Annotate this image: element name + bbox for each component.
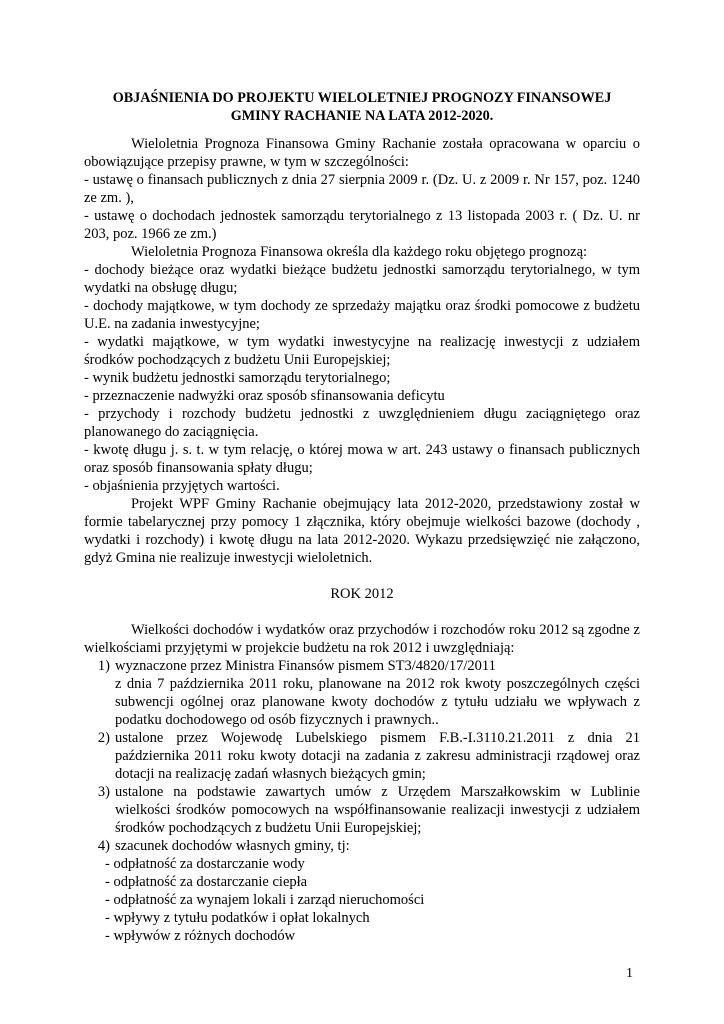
- item-text: ustalone przez Wojewodę Lubelskiego pismem F.B.-I.3110.21.2011 z dnia 21 października 2011 roku kwoty dotacji na zadania z zakresu administracji rządowej oraz dotacji na realizację zadań własnych bieżących gmin;: [115, 730, 640, 782]
- income-source-item: - odpłatność za wynajem lokali i zarząd nieruchomości: [105, 892, 425, 908]
- law-reference: - ustawę o dochodach jednostek samorządu terytorialnego z 13 listopada 2003 r. ( Dz. U. nr 203, poz. 1966 ze zm.): [84, 208, 640, 242]
- law-reference: - ustawę o finansach publicznych z dnia 27 sierpnia 2009 r. (Dz. U. z 2009 r. Nr 157, poz. 1240 ze zm. ),: [84, 172, 640, 206]
- project-paragraph: Projekt WPF Gminy Rachanie obejmujący lata 2012-2020, przedstawiony został w formie tabelarycznej przy pomocy 1 złącznika, który obejmuje wielkości bazowe (dochody , wydatki i rozchody) i kwotę długu na lata 2012-2020. Wykazu przedsięwzięć nie załączono, gdyż Gmina nie realizuje inwestycji wieloletnich.: [84, 496, 640, 566]
- item-number: 3): [97, 784, 110, 800]
- scope-item: - objaśnienia przyjętych wartości.: [84, 478, 280, 494]
- scope-item: - wydatki majątkowe, w tym wydatki inwestycyjne na realizację inwestycji z udziałem środków pochodzących z budżetu Unii Europejskiej;: [84, 334, 640, 368]
- income-source-item: - odpłatność za dostarczanie ciepła: [105, 874, 308, 890]
- page-number: 1: [626, 966, 633, 981]
- title-line-2: GMINY RACHANIE NA LATA 2012-2020.: [230, 108, 494, 124]
- document-body: [84, 135, 640, 945]
- scope-item: - dochody bieżące oraz wydatki bieżące budżetu jednostki samorządu terytorialnego, w tym wydatki na obsługę długu;: [84, 262, 640, 296]
- numbered-item-4: [84, 837, 640, 855]
- item-text: ustalone na podstawie zawartych umów z Urzędem Marszałkowskim w Lublinie wielkości środków pomocowych na współfinansowanie realizacji inwestycji z udziałem środków pochodzących z budżetu Unii Europejskiej;: [115, 784, 640, 836]
- scope-paragraph: Wieloletnia Prognoza Finansowa określa dla każdego roku objętego prognozą:: [131, 244, 588, 260]
- scope-item: - wynik budżetu jednostki samorządu terytorialnego;: [84, 370, 391, 386]
- intro-paragraph: Wieloletnia Prognoza Finansowa Gminy Rachanie została opracowana w oparciu o obowiązujące przepisy prawne, w tym w szczególności:: [84, 136, 640, 170]
- scope-item: - kwotę długu j. s. t. w tym relację, o której mowa w art. 243 ustawy o finansach publicznych oraz sposób finansowania spłaty długu;: [84, 442, 640, 476]
- item-1-continuation: z dnia 7 października 2011 roku, planowane na 2012 rok kwoty poszczególnych części subwencji ogólnej oraz planowane kwoty dochodów z tytułu udziału we wpływach z podatku dochodowego od osób fizycznych i prawnych..: [115, 676, 640, 728]
- scope-item: - dochody majątkowe, w tym dochody ze sprzedaży majątku oraz środki pomocowe z budżetu U.E. na zadania inwestycyjne;: [84, 298, 640, 332]
- year-heading: ROK 2012: [330, 586, 394, 602]
- scope-item: - przeznaczenie nadwyżki oraz sposób sfinansowania deficytu: [84, 388, 445, 404]
- income-source-item: - wpływy z tytułu podatków i opłat lokalnych: [105, 910, 370, 926]
- item-text: wyznaczone przez Ministra Finansów pismem ST3/4820/17/2011: [115, 658, 496, 674]
- income-source-list: [84, 855, 640, 945]
- item-number: 4): [97, 838, 110, 854]
- numbered-item-3: [84, 783, 640, 837]
- item-text: szacunek dochodów własnych gminy, tj:: [115, 838, 350, 854]
- year-paragraph: Wielkości dochodów i wydatków oraz przychodów i rozchodów roku 2012 są zgodne z wielkościami przyjętymi w projekcie budżetu na rok 2012 i uwzględniają:: [84, 622, 640, 656]
- item-number: 2): [97, 730, 110, 746]
- income-source-item: - wpływów z różnych dochodów: [105, 928, 296, 944]
- item-number: 1): [97, 658, 110, 674]
- document-title: [84, 89, 640, 125]
- numbered-item-2: [84, 729, 640, 783]
- scope-item: - przychody i rozchody budżetu jednostki z uwzględnieniem długu zaciągniętego oraz planowanego do zaciągnięcia.: [84, 406, 640, 440]
- income-source-item: - odpłatność za dostarczanie wody: [105, 856, 305, 872]
- title-line-1: OBJAŚNIENIA DO PROJEKTU WIELOLETNIEJ PROGNOZY FINANSOWEJ: [112, 90, 612, 106]
- numbered-item-1: [84, 657, 640, 675]
